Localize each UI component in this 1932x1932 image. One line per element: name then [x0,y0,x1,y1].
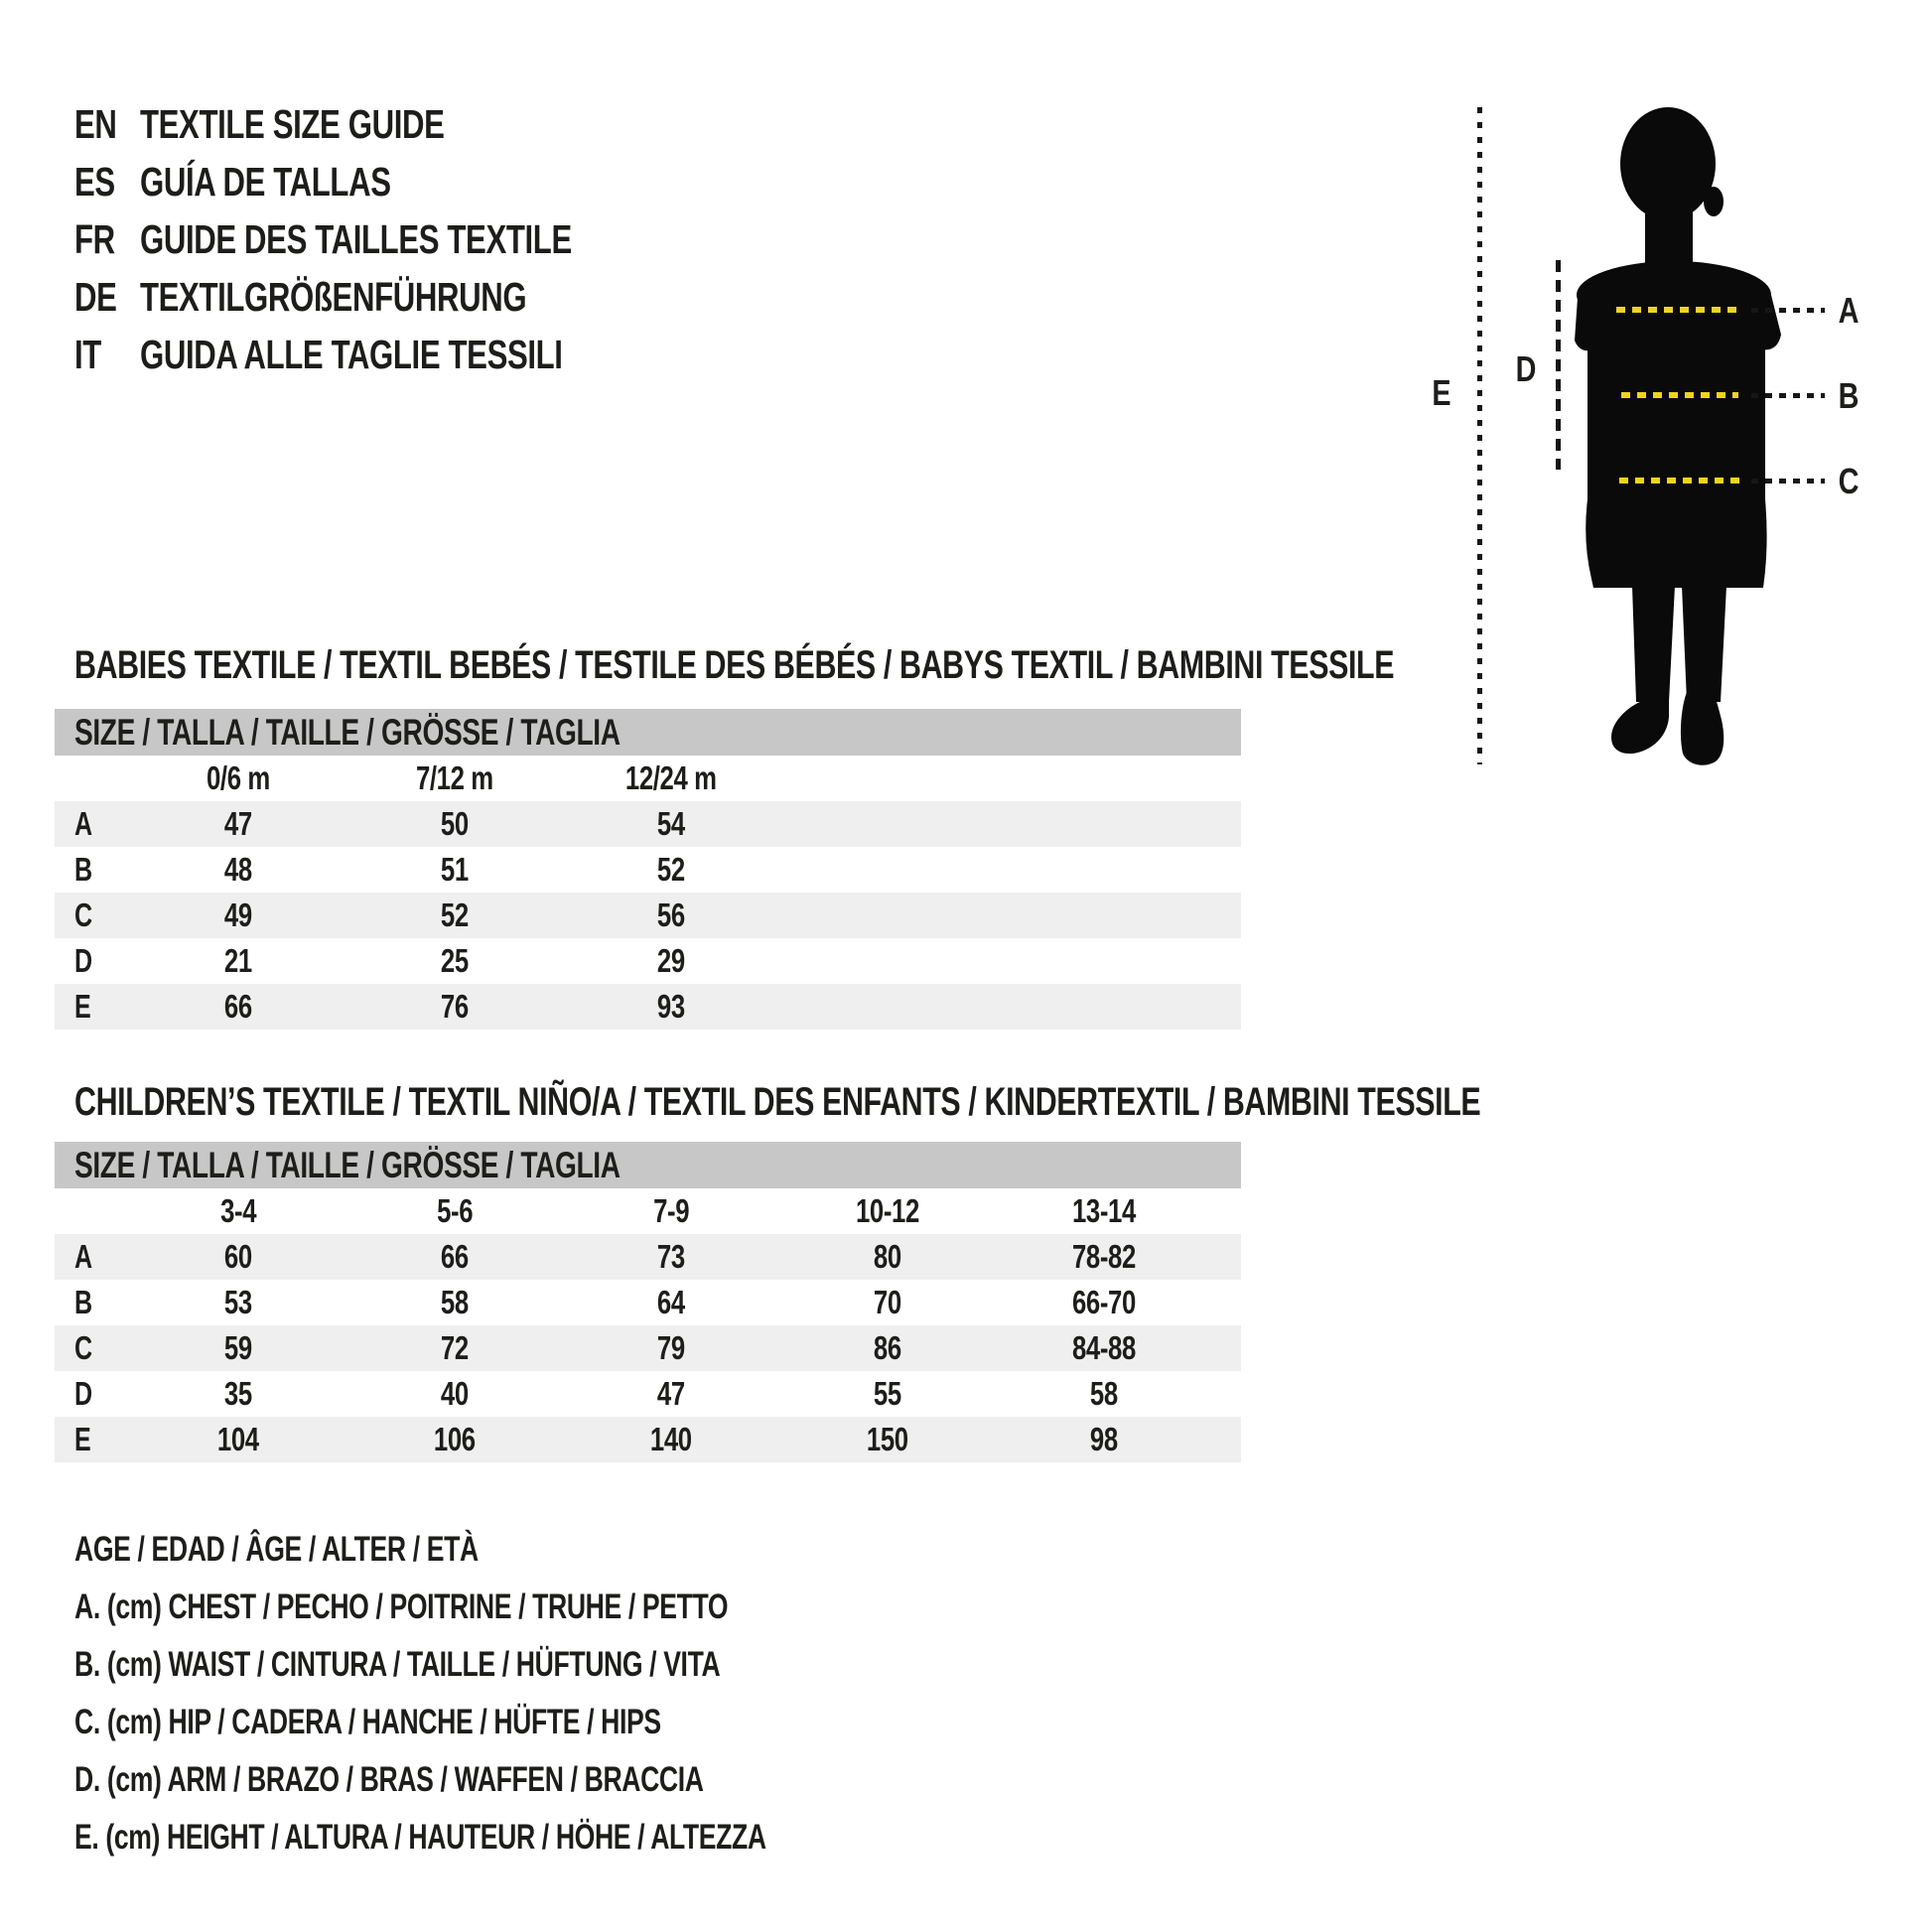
babies-column-header-row [55,756,1241,801]
column-header: 13-14 [1072,1192,1136,1229]
waist-line-leader [1751,393,1825,398]
children-section-title-text: CHILDREN’S TEXTILE / TEXTIL NIÑO/A / TEXTIL DES ENFANTS / KINDERTEXTIL / BAMBINI TESSILE [74,1080,1481,1124]
cell-value: 52 [441,897,469,933]
cell-value: 29 [657,942,685,979]
babies-section-title-text: BABIES TEXTILE / TEXTIL BEBÉS / TESTILE DES BÉBÉS / BABYS TEXTIL / BAMBINI TESSILE [74,643,1395,687]
column-header: 3-4 [219,1192,257,1229]
measurement-legend [74,1521,985,1866]
language-code: DE [74,273,117,320]
column-header: 12/24 m [625,759,717,796]
cell-value: 53 [224,1284,252,1320]
measure-label-e: E [1432,372,1451,413]
row-label: C [74,897,92,933]
table-row [55,1417,1241,1462]
children-size-table [55,1142,1241,1462]
table-row [55,1234,1241,1280]
cell-value: 150 [867,1421,908,1457]
arm-measure-line-D [1556,260,1561,470]
cell-value: 70 [874,1284,901,1320]
row-label: D [74,942,92,979]
waist-line-highlight [1621,392,1738,398]
babies-size-table [55,709,1241,1030]
cell-value: 80 [874,1238,901,1275]
cell-value: 21 [224,942,252,979]
cell-value: 104 [217,1421,259,1457]
language-row-de [74,268,708,326]
language-code: ES [74,158,115,205]
cell-value: 52 [657,851,685,888]
column-header: 7/12 m [416,759,493,796]
cell-value: 64 [657,1284,685,1320]
cell-value: 49 [224,897,252,933]
cell-value: 98 [1090,1421,1118,1457]
guide-title-de: TEXTILGRÖßENFÜHRUNG [140,273,527,320]
cell-value: 59 [224,1329,252,1366]
legend-hip: C. (cm) HIP / CADERA / HANCHE / HÜFTE / HIPS [74,1703,661,1741]
cell-value: 86 [874,1329,901,1366]
cell-value: 58 [1090,1375,1118,1412]
column-header: 0/6 m [207,759,270,796]
column-header: 10-12 [856,1192,919,1229]
guide-title-fr: GUIDE DES TAILLES TEXTILE [140,215,572,262]
cell-value: 60 [224,1238,252,1275]
cell-value: 40 [441,1375,469,1412]
row-label: B [74,1284,92,1320]
cell-value: 66 [441,1238,469,1275]
column-header: 5-6 [436,1192,474,1229]
chest-line-leader [1751,308,1825,313]
table-row [55,1280,1241,1325]
cell-value: 54 [657,805,685,842]
cell-value: 84-88 [1072,1329,1136,1366]
cell-value: 78-82 [1072,1238,1136,1275]
cell-value: 55 [874,1375,901,1412]
measure-label-d: D [1515,348,1537,389]
legend-arm: D. (cm) ARM / BRAZO / BRAS / WAFFEN / BRACCIA [74,1760,704,1799]
language-row-es [74,153,708,210]
size-header-label: SIZE / TALLA / TAILLE / GRÖSSE / TAGLIA [74,711,621,753]
cell-value: 93 [657,988,685,1025]
cell-value: 66-70 [1072,1284,1136,1320]
cell-value: 76 [441,988,469,1025]
table-row [55,984,1241,1030]
children-column-header-row [55,1188,1241,1234]
table-row [55,1325,1241,1371]
row-label: E [74,988,91,1025]
children-section-title [74,1080,1925,1124]
hip-line-highlight [1619,478,1745,483]
row-label: A [74,805,92,842]
cell-value: 58 [441,1284,469,1320]
cell-value: 56 [657,897,685,933]
table-row [55,893,1241,938]
cell-value: 106 [434,1421,476,1457]
cell-value: 72 [441,1329,469,1366]
language-title-block [74,95,708,383]
cell-value: 47 [224,805,252,842]
cell-value: 79 [657,1329,685,1366]
guide-title-es: GUÍA DE TALLAS [140,158,391,205]
language-code: EN [74,100,117,147]
legend-chest: A. (cm) CHEST / PECHO / POITRINE / TRUHE / PETTO [74,1587,729,1626]
row-label: C [74,1329,92,1366]
size-header-label: SIZE / TALLA / TAILLE / GRÖSSE / TAGLIA [74,1144,621,1185]
column-header: 7-9 [652,1192,690,1229]
language-row-en [74,95,708,153]
cell-value: 47 [657,1375,685,1412]
table-row [55,1371,1241,1417]
cell-value: 73 [657,1238,685,1275]
babies-table-header-bar [55,709,1241,756]
chest-line-highlight [1616,307,1743,313]
language-row-it [74,326,708,383]
cell-value: 35 [224,1375,252,1412]
hip-line-leader [1751,479,1825,483]
row-label: A [74,1238,92,1275]
table-row [55,847,1241,893]
children-table-header-bar [55,1142,1241,1188]
table-row [55,801,1241,847]
row-label: E [74,1421,91,1457]
row-label: D [74,1375,92,1412]
measure-label-b: B [1838,375,1860,416]
cell-value: 48 [224,851,252,888]
guide-title-it: GUIDA ALLE TAGLIE TESSILI [140,331,563,377]
guide-title-en: TEXTILE SIZE GUIDE [140,100,445,147]
cell-value: 50 [441,805,469,842]
measure-label-c: C [1838,461,1860,501]
cell-value: 66 [224,988,252,1025]
row-label: B [74,851,92,888]
language-row-fr [74,210,708,268]
language-code: IT [74,331,101,377]
legend-height: E. (cm) HEIGHT / ALTURA / HAUTEUR / HÖHE / ALTEZZA [74,1818,766,1857]
language-code: FR [74,215,115,262]
table-row [55,938,1241,984]
cell-value: 140 [650,1421,692,1457]
legend-waist: B. (cm) WAIST / CINTURA / TAILLE / HÜFTUNG / VITA [74,1645,721,1684]
legend-age: AGE / EDAD / ÂGE / ALTER / ETÀ [74,1530,479,1569]
cell-value: 51 [441,851,469,888]
babies-section-title [74,643,1811,687]
cell-value: 25 [441,942,469,979]
measure-label-a: A [1838,290,1860,331]
